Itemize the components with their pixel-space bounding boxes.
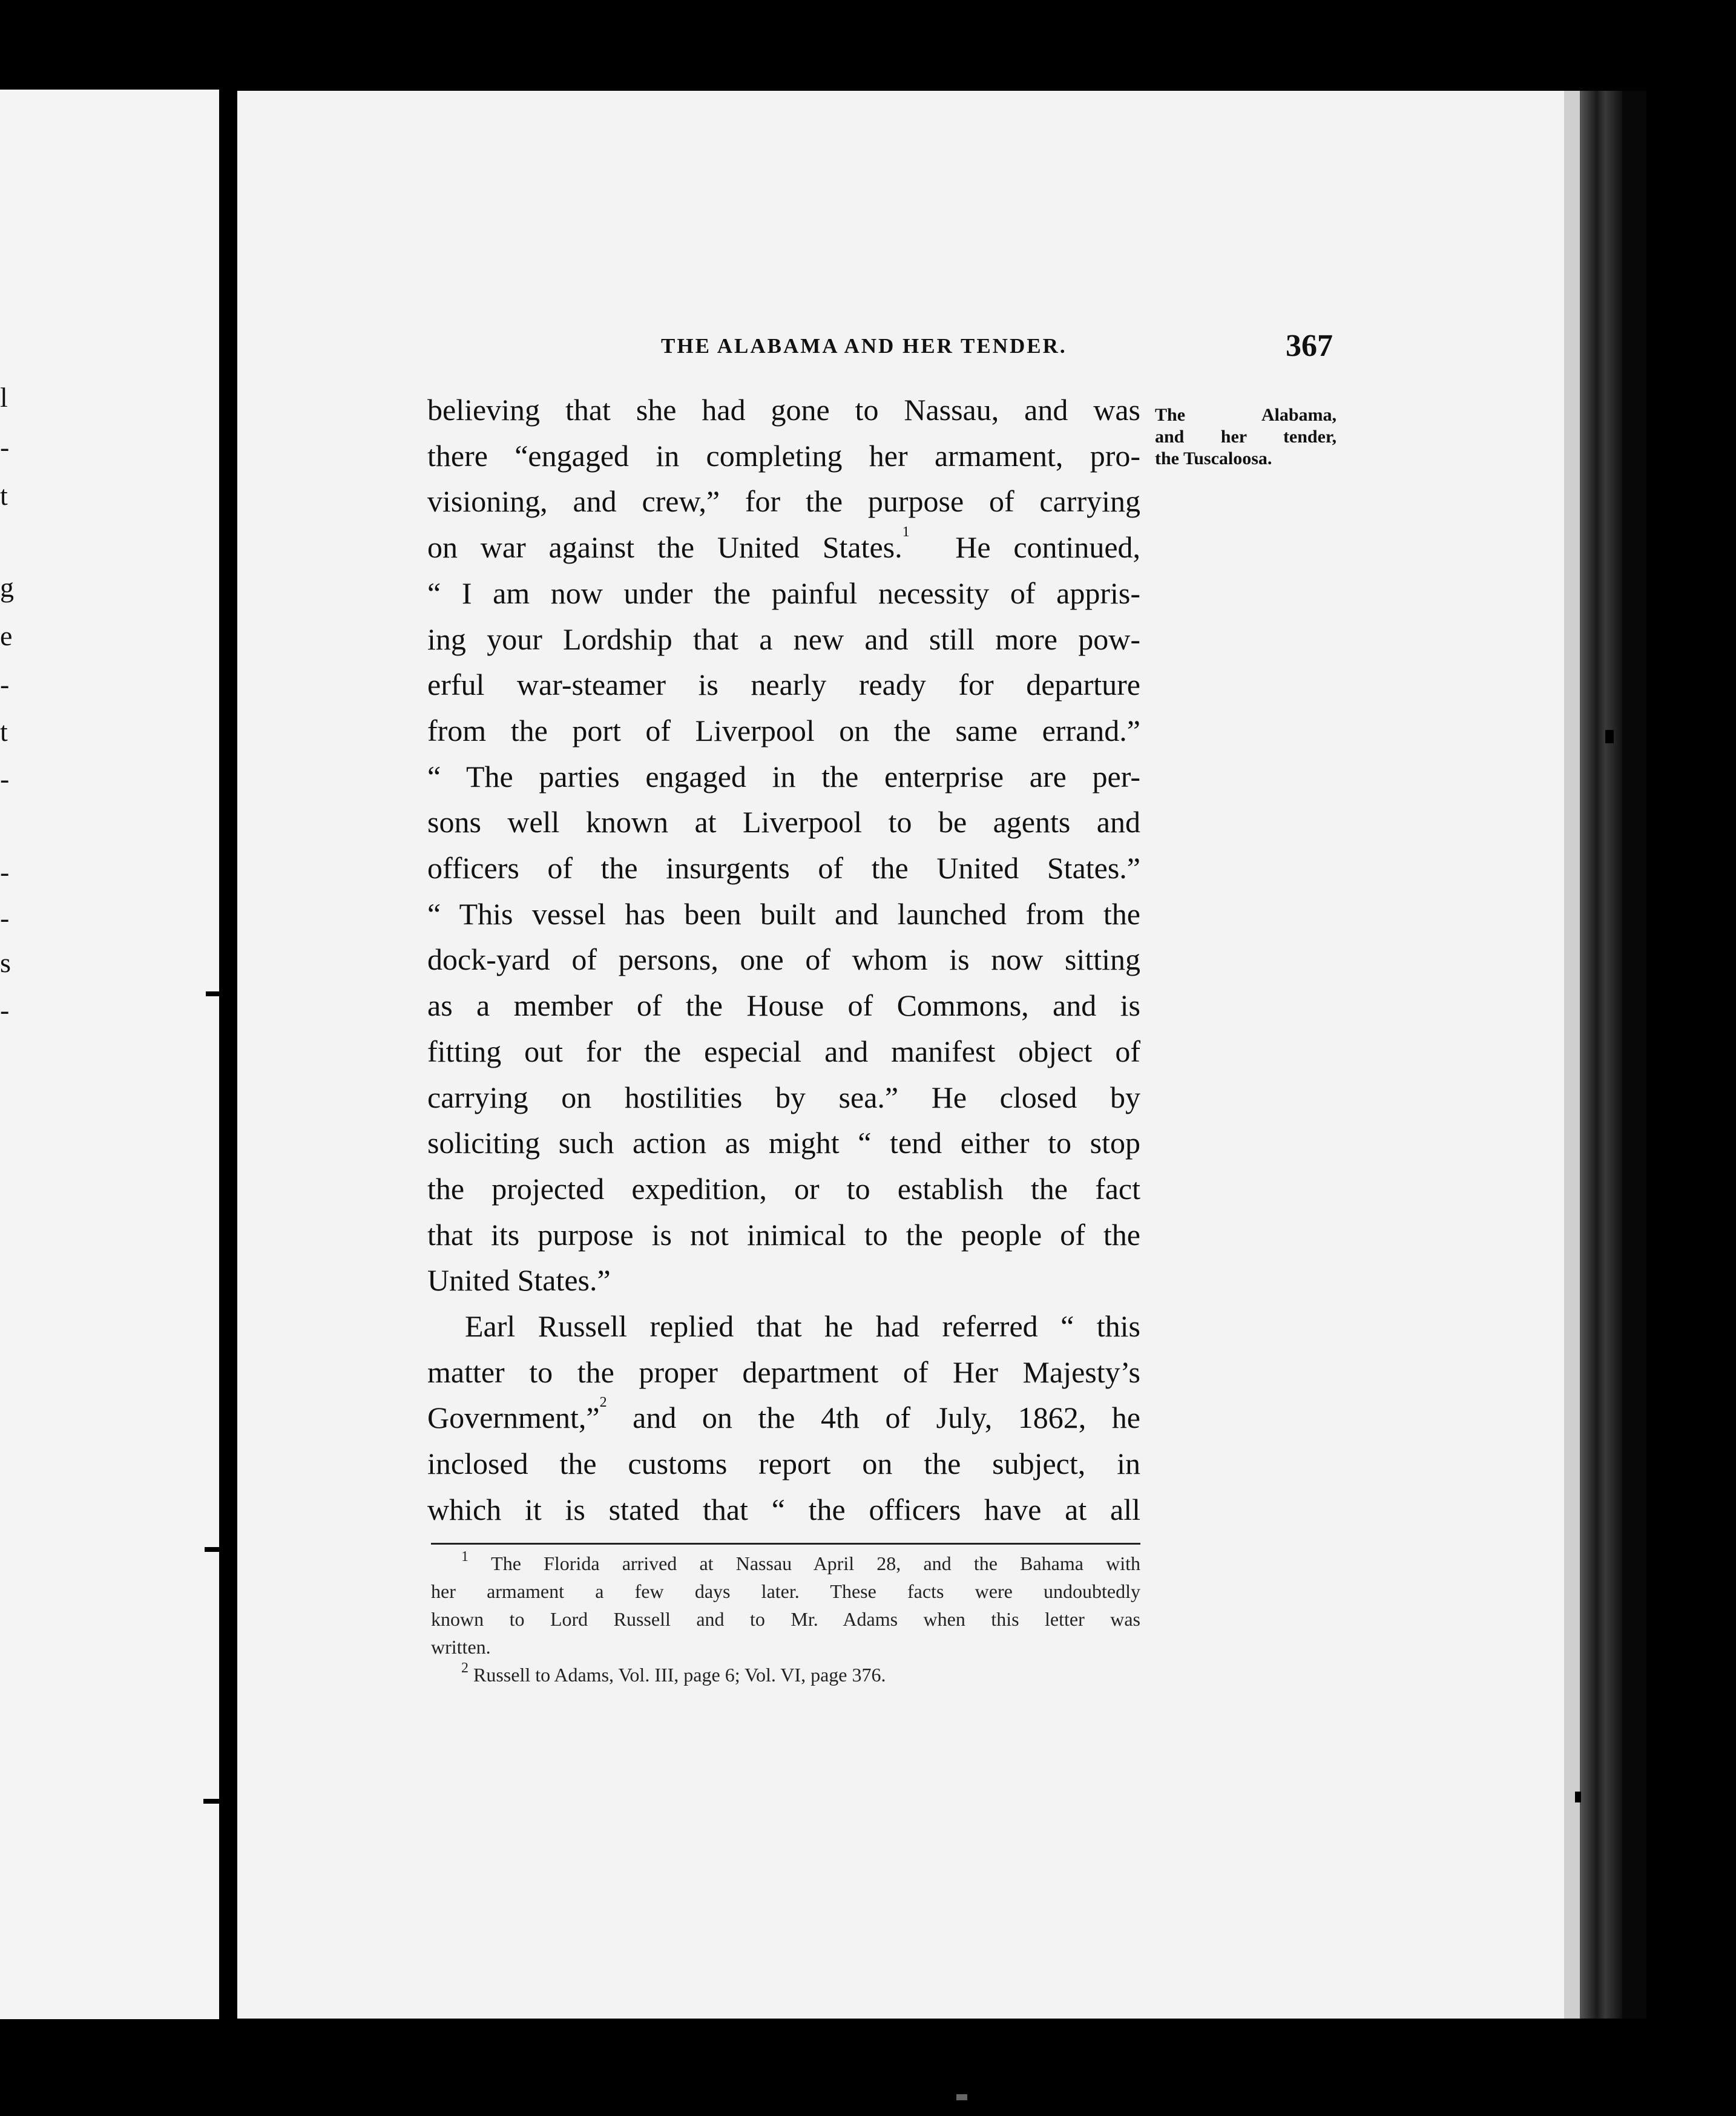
body-line: inclosed the customs report on the subject, in xyxy=(427,1447,1140,1481)
footnote-line xyxy=(431,1549,1140,1577)
marginal-note-line: and her tender, xyxy=(1155,427,1337,447)
body-line: ing your Lordship that a new and still more pow- xyxy=(427,622,1140,656)
body-line-text: He continued, xyxy=(955,530,1141,565)
left-page-fragment: t xyxy=(0,480,8,511)
footnote-text: The Florida arrived at Nassau April 28, and the Bahama with xyxy=(491,1552,1141,1574)
body-line: from the port of Liverpool on the same errand.” xyxy=(427,713,1140,748)
body-line: dock-yard of persons, one of whom is now sitting xyxy=(427,942,1140,977)
left-page-fragment: g xyxy=(0,572,14,603)
gutter-mark xyxy=(205,1547,226,1552)
gutter-mark xyxy=(203,1799,225,1804)
body-line xyxy=(427,1395,1140,1441)
left-page-fragment: e xyxy=(0,620,13,651)
footnote-line: known to Lord Russell and to Mr. Adams when this letter was xyxy=(431,1608,1140,1630)
page-number: 367 xyxy=(1286,329,1333,363)
body-line: as a member of the House of Commons, and is xyxy=(427,988,1140,1023)
footnote-line: written. xyxy=(431,1636,491,1658)
footnote-ref: 2 xyxy=(599,1395,607,1411)
body-line: believing that she had gone to Nassau, and was xyxy=(427,393,1140,427)
marginal-note-line: the Tuscaloosa. xyxy=(1155,448,1272,468)
body-line: Earl Russell replied that he had referred “ this xyxy=(465,1309,1140,1344)
footnote-marker: 1 xyxy=(461,1549,469,1565)
left-page-fragment: s xyxy=(0,947,11,978)
footnote-line xyxy=(431,1661,1140,1689)
footnote-line: her armament a few days later. These facts were undoubtedly xyxy=(431,1580,1140,1602)
body-line: carrying on hostilities by sea.” He closed by xyxy=(427,1080,1140,1114)
body-line: that its purpose is not inimical to the people of the xyxy=(427,1217,1140,1252)
gutter-shadow xyxy=(222,91,230,2019)
left-page-fragment: - xyxy=(0,432,10,462)
body-line: officers of the insurgents of the United States.” xyxy=(427,851,1140,886)
body-line: visioning, and crew,” for the purpose of carrying xyxy=(427,484,1140,519)
gutter-mark xyxy=(206,991,228,996)
body-line: the projected expedition, or to establish the fact xyxy=(427,1171,1140,1206)
edge-speck xyxy=(1575,1792,1581,1802)
body-line: which it is stated that “ the officers have at all xyxy=(427,1492,1140,1526)
body-line: matter to the proper department of Her Majesty’s xyxy=(427,1355,1140,1389)
left-page-fragment: - xyxy=(0,902,10,933)
footnote-marker: 2 xyxy=(461,1660,469,1676)
body-line: fitting out for the especial and manifest object of xyxy=(427,1034,1140,1068)
body-line-text: Government,” xyxy=(427,1401,600,1435)
body-line-text: and on the 4th of July, 1862, he xyxy=(633,1401,1140,1435)
page-edge-dark xyxy=(1622,91,1646,2019)
left-page-fragment: l xyxy=(0,382,8,413)
left-page-fragment: - xyxy=(0,994,10,1025)
scan-speck xyxy=(956,2094,967,2100)
body-line: there “engaged in completing her armament, pro- xyxy=(427,438,1140,473)
body-line: United States.” xyxy=(427,1263,611,1298)
marginal-note-line: The Alabama, xyxy=(1155,405,1337,425)
left-page-fragment: - xyxy=(0,763,10,794)
footnote-rule xyxy=(431,1543,1140,1545)
footnote-ref: 1 xyxy=(902,524,910,540)
left-page-fragment: - xyxy=(0,669,10,700)
running-head: THE ALABAMA AND HER TENDER. xyxy=(661,334,1067,358)
body-line: “ I am now under the painful necessity of appris- xyxy=(427,576,1140,610)
page-edge-light xyxy=(1564,91,1580,2019)
body-line xyxy=(427,525,1140,571)
body-line: erful war-steamer is nearly ready for departure xyxy=(427,668,1140,702)
left-page-fragment: t xyxy=(0,716,8,747)
footnotes xyxy=(431,1549,1140,1689)
footnote-text: Russell to Adams, Vol. III, page 6; Vol. VI, page 376. xyxy=(473,1664,886,1686)
edge-speck xyxy=(1605,730,1614,743)
body-line: soliciting such action as might “ tend either to stop xyxy=(427,1126,1140,1160)
body-line: “ The parties engaged in the enterprise are per- xyxy=(427,759,1140,794)
body-line: “ This vessel has been built and launched from the xyxy=(427,896,1140,931)
page-edge-stack xyxy=(1580,91,1622,2019)
marginal-note xyxy=(1155,404,1337,470)
body-line: sons well known at Liverpool to be agents and xyxy=(427,805,1140,840)
body-line-text: on war against the United States. xyxy=(427,530,903,565)
left-page-edge xyxy=(0,90,219,2019)
body-text xyxy=(427,387,1140,1533)
left-page-fragment: - xyxy=(0,856,10,887)
